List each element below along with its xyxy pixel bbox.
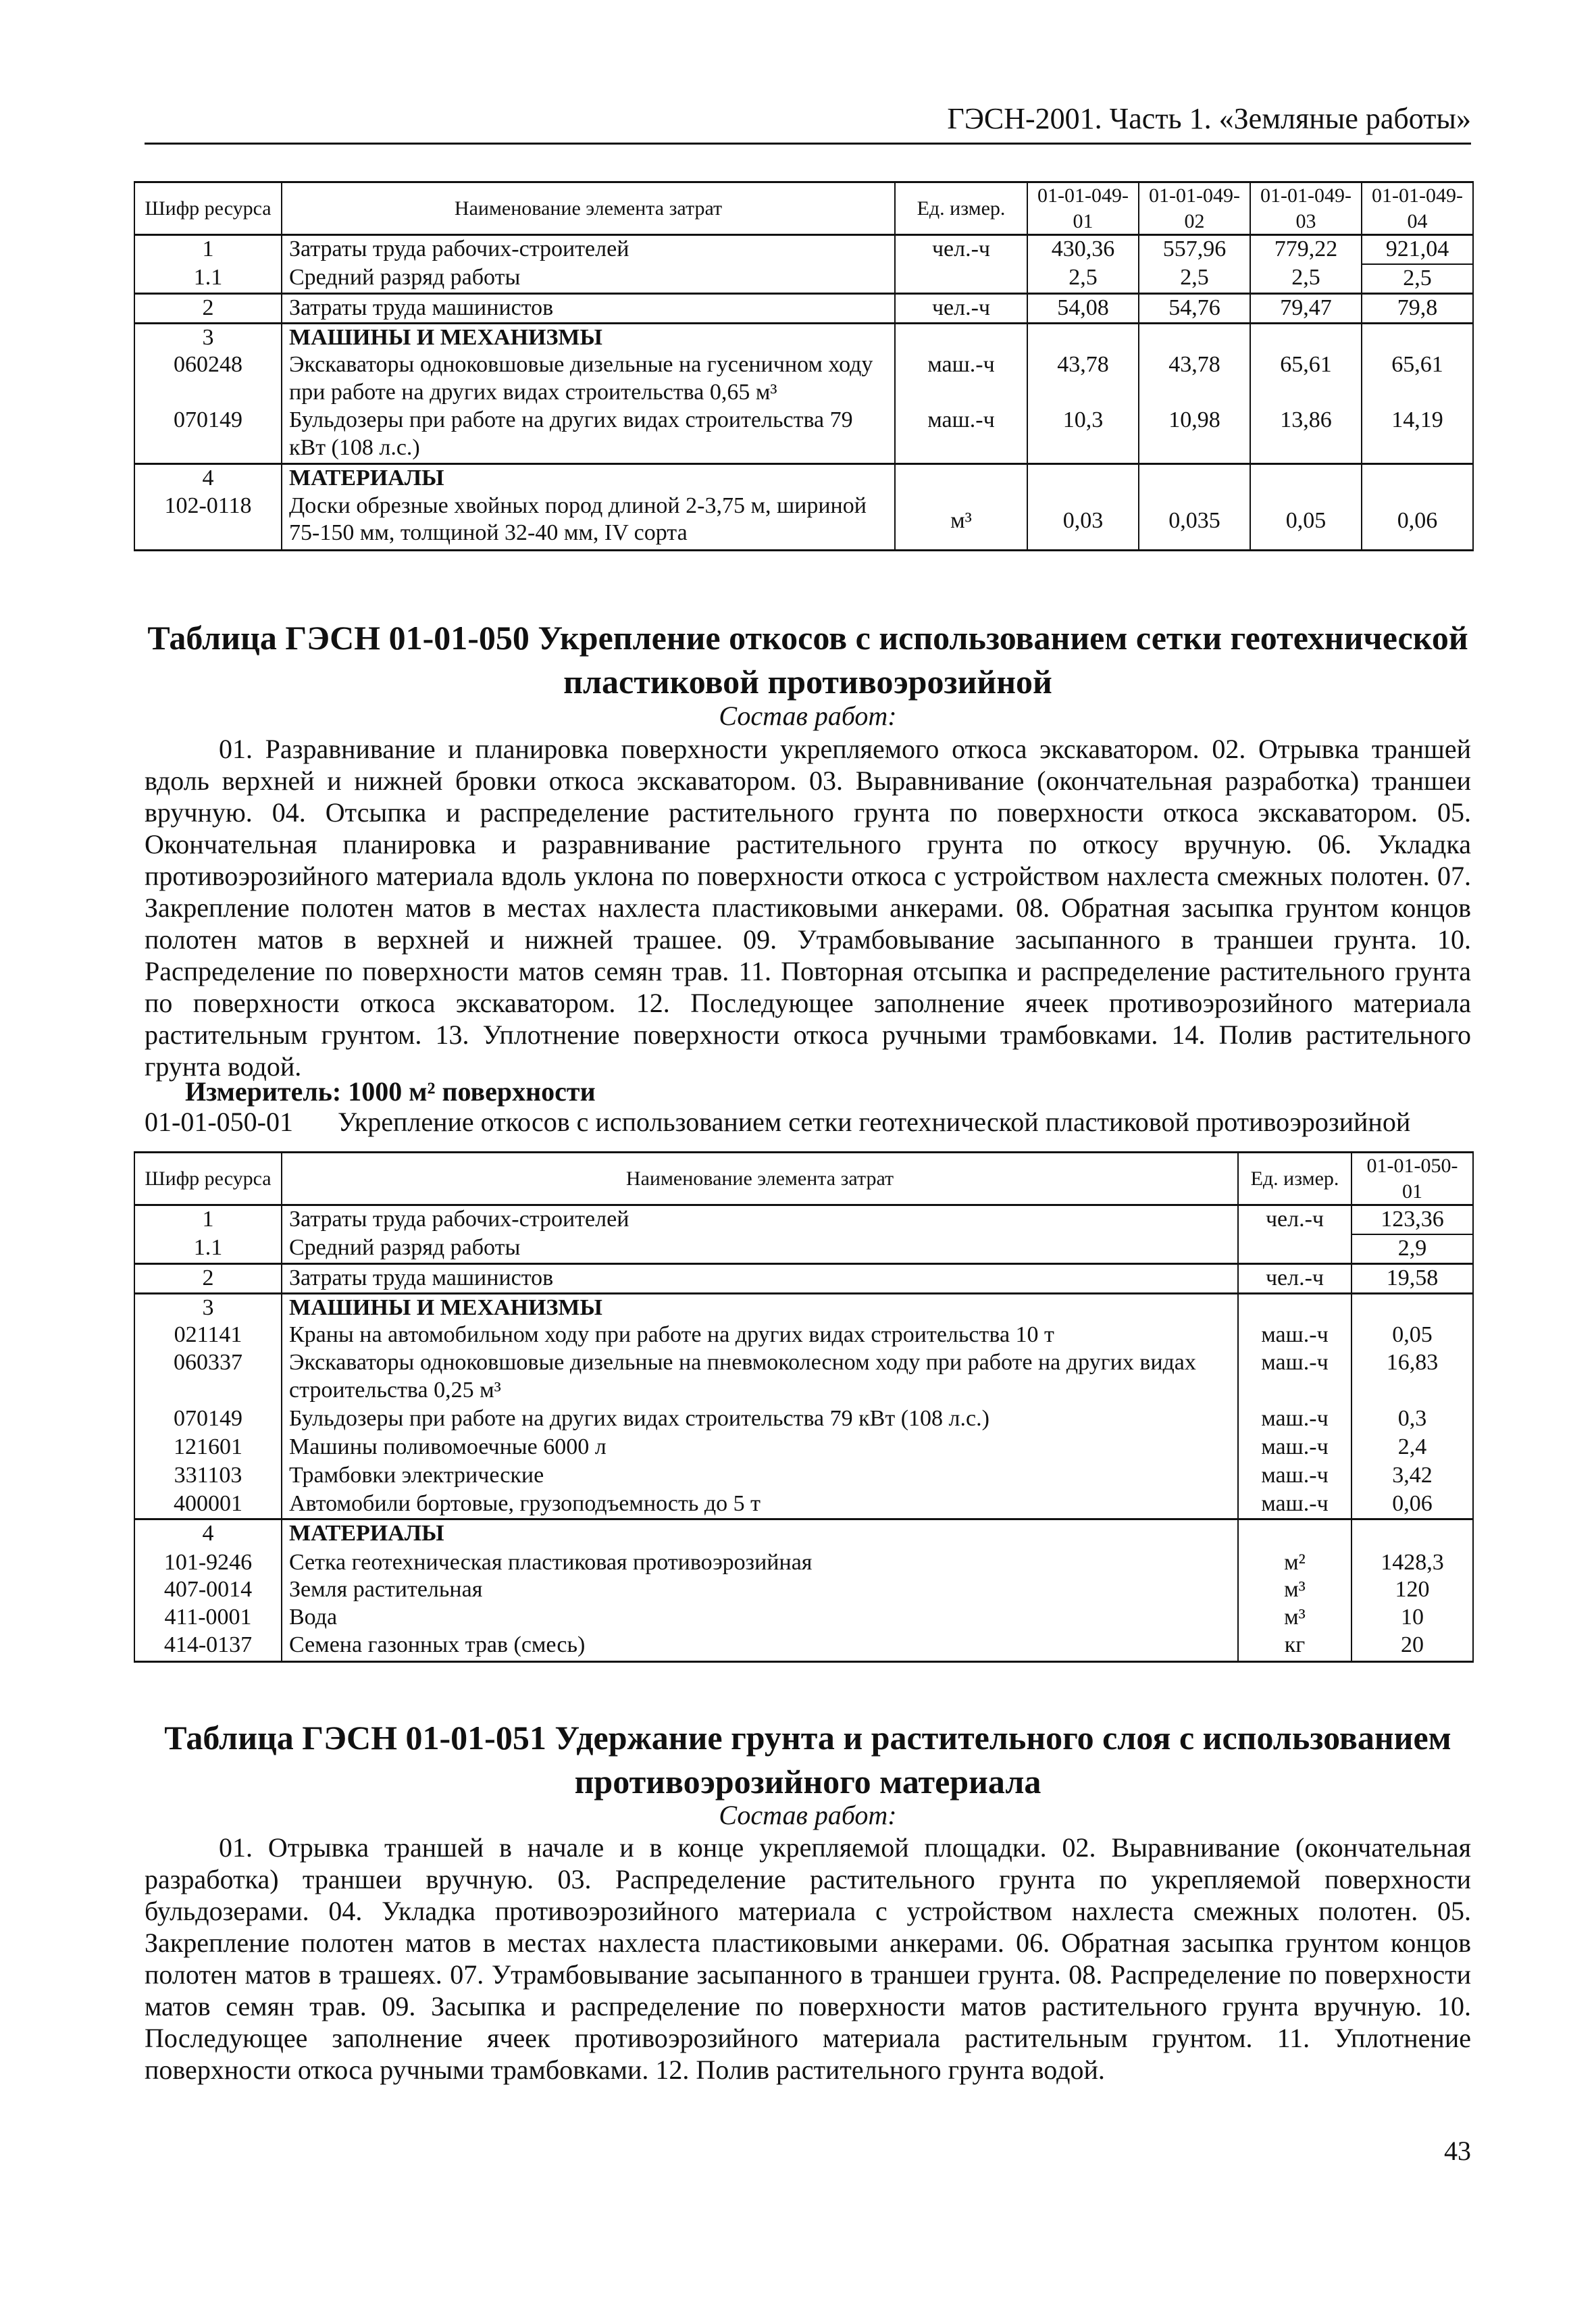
table-row: 400001 Автомобили бортовые, грузоподъемность до 5 т маш.-ч 0,06 <box>134 1490 1473 1519</box>
col-header-code: Шифр ресурса <box>134 1153 282 1205</box>
col-header-norm: 01-01-049-04 <box>1362 182 1473 235</box>
table-row: 101-9246 Сетка геотехническая пластиковая противоэрозийная м² 1428,3 <box>134 1549 1473 1577</box>
table-row: 060248 Экскаваторы одноковшовые дизельные на гусеничном ходу при работе на других видах строительства 0,65 м³ маш.-ч 43,78 43,78 65,61 65,61 <box>134 351 1473 407</box>
col-header-unit: Ед. измер. <box>895 182 1027 235</box>
table-row: 1.1 Средний разряд работы 2,5 2,5 2,5 2,5 <box>134 264 1473 293</box>
resource-table-049 <box>134 181 1474 551</box>
col-header-name: Наименование элемента затрат <box>282 182 895 235</box>
table-row: 102-0118 Доски обрезные хвойных пород длиной 2-3,75 м, шириной 75-150 мм, толщиной 32-40 мм, IV сорта м³ 0,03 0,035 0,05 0,06 <box>134 493 1473 551</box>
col-header-name: Наименование элемента затрат <box>282 1153 1238 1205</box>
col-header-norm: 01-01-050-01 <box>1352 1153 1473 1205</box>
table-row-section: 3 МАШИНЫ И МЕХАНИЗМЫ <box>134 323 1473 351</box>
works-heading: Состав работ: <box>719 1800 897 1830</box>
table-row: 070149 Бульдозеры при работе на других видах строительства 79 кВт (108 л.с.) маш.-ч 0,3 <box>134 1405 1473 1434</box>
table-row-section: 3 МАШИНЫ И МЕХАНИЗМЫ <box>134 1293 1473 1322</box>
table-row: 060337 Экскаваторы одноковшовые дизельные на пневмоколесном ходу при работе на других видах строительства 0,25 м³ маш.-ч 16,83 <box>134 1349 1473 1405</box>
measure-unit: Измеритель: 1000 м² поверхности <box>185 1076 596 1107</box>
table-row: 331103 Трамбовки электрические маш.-ч 3,42 <box>134 1462 1473 1490</box>
resource-table-050 <box>134 1151 1474 1663</box>
norm-name: Укрепление откосов с использованием сетки геотехнической пластиковой противоэрозийной <box>338 1107 1411 1137</box>
col-header-code: Шифр ресурса <box>134 182 282 235</box>
page-number: 43 <box>1444 2136 1471 2166</box>
table-header <box>134 182 1473 235</box>
table-title-050: Таблица ГЭСН 01-01-050 Укрепление откосов с использованием сетки геотехнической пластиковой противоэрозийной <box>147 619 1468 701</box>
table-row: 1 Затраты труда рабочих-строителей чел.-ч 123,36 <box>134 1205 1473 1234</box>
col-header-unit: Ед. измер. <box>1238 1153 1352 1205</box>
table-row: 121601 Машины поливомоечные 6000 л маш.-ч 2,4 <box>134 1434 1473 1462</box>
table-row: 1.1 Средний разряд работы 2,9 <box>134 1234 1473 1263</box>
table-title-051: Таблица ГЭСН 01-01-051 Удержание грунта и растительного слоя с использованием противоэрозийного материала <box>164 1719 1451 1801</box>
col-header-norm: 01-01-049-01 <box>1027 182 1139 235</box>
works-description: 01. Отрывка траншей в начале и в конце укрепляемой площадки. 02. Выравнивание (окончательная разработка) траншеи вручную. 03. Распределение растительного грунта по укрепляемой поверхности бульдозерами. 04. Укладка противоэрозийного материала с устройством нахлеста смежных полотен. 05. Закрепление полотен матов в местах нахлеста пластиковыми анкерами. 06. Обратная засыпка грунтом концов полотен матов в трашеях. 07. Утрамбовывание засыпанного в траншеи грунта. 08. Распределение по поверхности матов семян трав. 09. Засыпка и распределение по поверхности матов растительного грунта вручную. 10. Последующее заполнение ячеек противоэрозийного материала растительным грунтом. 11. Уплотнение поверхности откоса ручными трамбовками. 12. Полив растительного грунта водой. <box>145 1832 1471 2085</box>
running-header: ГЭСН-2001. Часть 1. «Земляные работы» <box>145 101 1471 145</box>
table-row: 1 Затраты труда рабочих-строителей чел.-ч 430,36 557,96 779,22 921,04 <box>134 235 1473 264</box>
col-header-norm: 01-01-049-03 <box>1250 182 1362 235</box>
col-header-norm: 01-01-049-02 <box>1139 182 1250 235</box>
table-row-section: 4 МАТЕРИАЛЫ <box>134 463 1473 492</box>
table-row: 414-0137 Семена газонных трав (смесь) кг 20 <box>134 1632 1473 1661</box>
table-row: 2 Затраты труда машинистов чел.-ч 19,58 <box>134 1263 1473 1293</box>
table-row-section: 4 МАТЕРИАЛЫ <box>134 1519 1473 1549</box>
table-row: 070149 Бульдозеры при работе на других видах строительства 79 кВт (108 л.с.) маш.-ч 10,3 10,98 13,86 14,19 <box>134 407 1473 463</box>
works-description: 01. Разравнивание и планировка поверхности укрепляемого откоса экскаватором. 02. Отрывка траншей вдоль верхней и нижней бровки откоса экскаватором. 03. Выравнивание (окончательная разработка) траншеи вручную. 04. Отсыпка и распределение растительного грунта по поверхности откоса экскаватором. 05. Окончательная планировка и разравнивание растительного грунта по откосу вручную. 06. Укладка противоэрозийного материала вдоль уклона по поверхности откоса с устройством нахлеста смежных полотен. 07. Закрепление полотен матов в местах нахлеста пластиковыми анкерами. 08. Обратная засыпка грунтом концов полотен матов в верхней и нижней трашее. 09. Утрамбовывание засыпанного в траншеи грунта. 10. Распределение по поверхности матов семян трав. 11. Повторная отсыпка и распределение растительного грунта по поверхности откоса экскаватором. 12. Последующее заполнение ячеек противоэрозийного материала растительным грунтом. 13. Уплотнение поверхности откоса ручными трамбовками. 14. Полив растительного грунта водой. <box>145 734 1471 1082</box>
norm-code: 01-01-050-01 <box>145 1107 293 1137</box>
works-heading: Состав работ: <box>719 701 897 731</box>
table-header <box>134 1153 1473 1205</box>
table-row: 2 Затраты труда машинистов чел.-ч 54,08 54,76 79,47 79,8 <box>134 293 1473 323</box>
table-row: 411-0001 Вода м³ 10 <box>134 1604 1473 1632</box>
table-row: 021141 Краны на автомобильном ходу при работе на других видах строительства 10 т маш.-ч 0,05 <box>134 1322 1473 1349</box>
table-row: 407-0014 Земля растительная м³ 120 <box>134 1576 1473 1604</box>
norm-line <box>145 1106 1471 1138</box>
